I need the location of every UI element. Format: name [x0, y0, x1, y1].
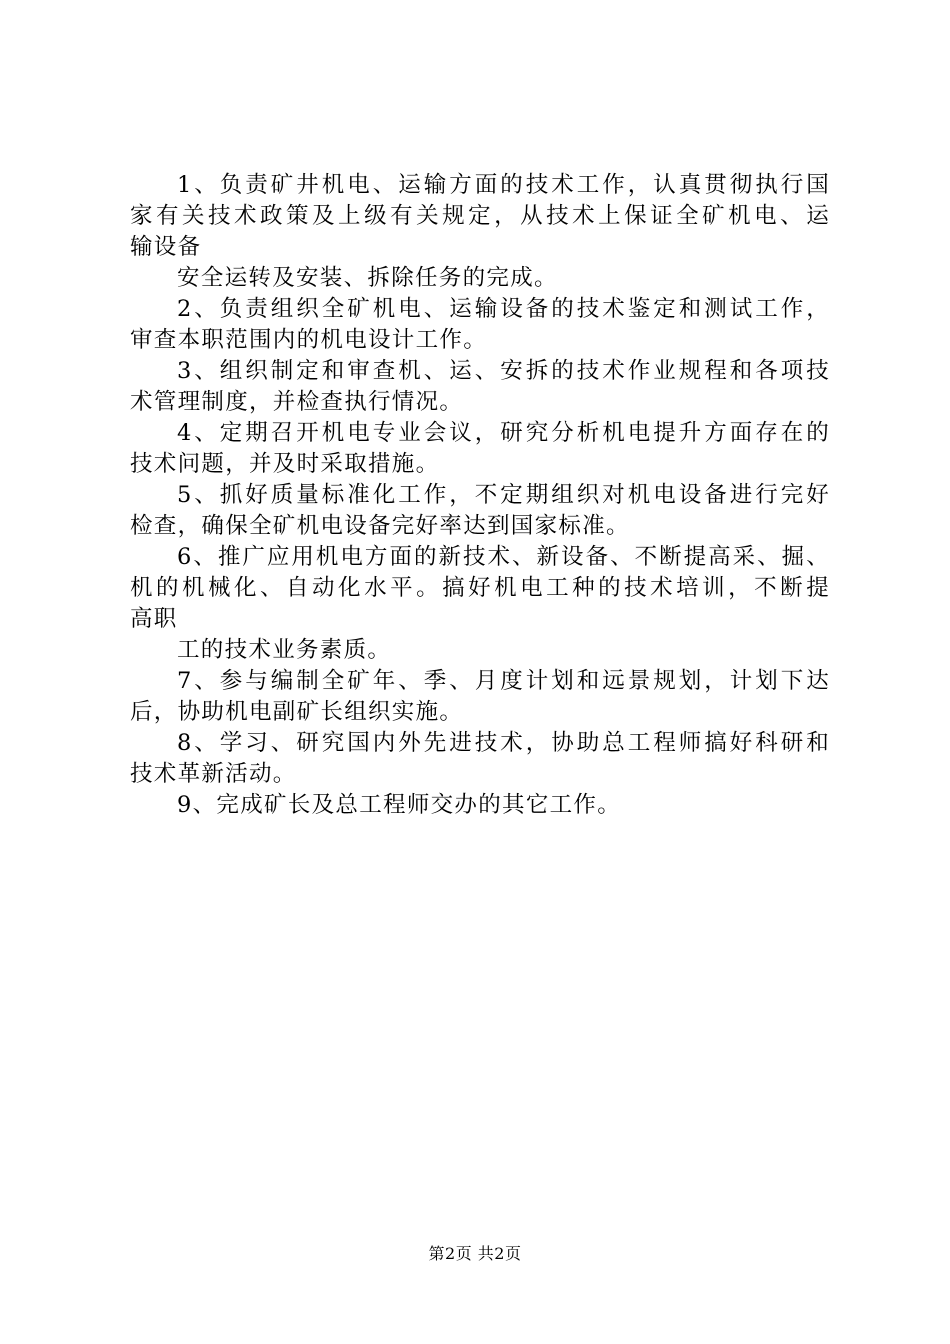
text-line: 审查本职范围内的机电设计工作。 [130, 327, 488, 353]
text-line: 技术问题，并及时采取措施。 [130, 451, 440, 477]
page-footer: 第2页 共2页 [428, 1244, 522, 1263]
text-line: 工的技术业务素质。 [177, 637, 392, 663]
text-line: 后，协助机电副矿长组织实施。 [130, 699, 464, 725]
text-line: 5、抓好质量标准化工作，不定期组织对机电设备进行完好 [177, 482, 830, 508]
text-line: 安全运转及安装、拆除任务的完成。 [177, 265, 558, 291]
text-line: 8、学习、研究国内外先进技术，协助总工程师搞好科研和 [177, 730, 830, 756]
text-line: 2、负责组织全矿机电、运输设备的技术鉴定和测试工作， [177, 296, 830, 322]
text-line: 机的机械化、自动化水平。搞好机电工种的技术培训，不断提 [130, 575, 830, 601]
text-line: 9、完成矿长及总工程师交办的其它工作。 [177, 792, 622, 818]
text-line: 家有关技术政策及上级有关规定，从技术上保证全矿机电、运 [130, 203, 830, 229]
text-line: 3、组织制定和审查机、运、安拆的技术作业规程和各项技 [177, 358, 830, 384]
text-line: 7、参与编制全矿年、季、月度计划和远景规划，计划下达 [177, 668, 830, 694]
text-line: 6、推广应用机电方面的新技术、新设备、不断提高采、掘、 [177, 544, 830, 570]
text-line: 1、负责矿井机电、运输方面的技术工作，认真贯彻执行国 [177, 172, 830, 198]
text-line: 术管理制度，并检查执行情况。 [130, 389, 464, 415]
text-line: 检查，确保全矿机电设备完好率达到国家标准。 [130, 513, 630, 539]
text-line: 高职 [130, 606, 178, 632]
text-line: 输设备 [130, 234, 202, 260]
text-line: 4、定期召开机电专业会议，研究分析机电提升方面存在的 [177, 420, 830, 446]
text-line: 技术革新活动。 [130, 761, 297, 787]
document-body [130, 170, 830, 821]
